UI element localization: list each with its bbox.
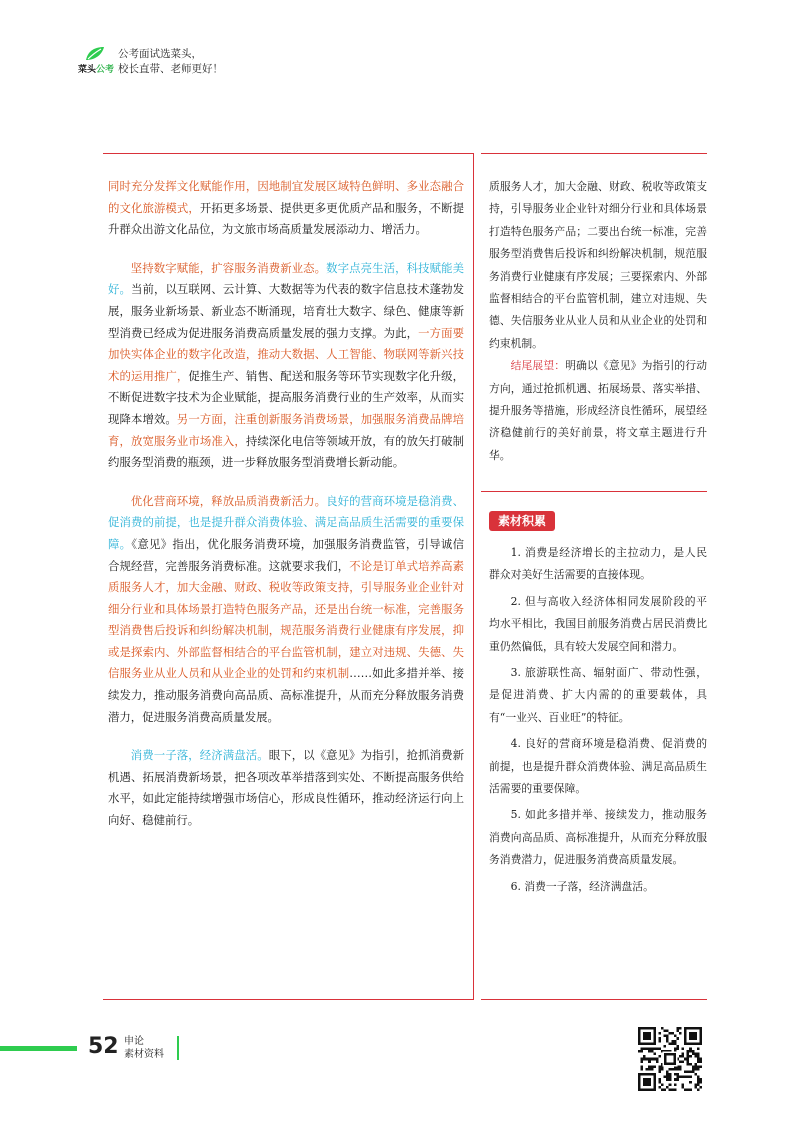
cyan-highlight-text: 良好的营商环境是稳消费、促消费的前提，也是提升群众消费体验、满足高品质生活需要的重要保障。	[108, 493, 464, 551]
bottom-rule-right	[481, 999, 707, 1000]
logo-text-b: 公考	[96, 65, 115, 75]
page-number: 52	[88, 1034, 119, 1059]
column-divider	[473, 153, 474, 1000]
cyan-highlight-text: 消费一子落，经济满盘活。	[130, 748, 269, 763]
logo-text-a: 菜头	[78, 65, 97, 75]
conclusion-label: 结尾展望：	[510, 359, 566, 373]
analysis-paragraph-2	[489, 355, 707, 467]
header-slogan	[118, 47, 223, 77]
qr-code-icon	[638, 1027, 702, 1091]
section-heading: 优化营商环境，释放品质消费新活力。	[130, 493, 327, 508]
top-rule-right	[481, 153, 707, 154]
body-text: ……如此多措并举、接续发力，推动服务消费向高品质、高标准提升，从而充分释放服务消费潜力，促进服务消费高质量发展。	[108, 666, 464, 724]
material-item-3: 3. 旅游联性高、辐射面广、带动性强，是促进消费、扩大内需的的重要载体，具有“一业兴、百业旺”的特征。	[489, 666, 707, 724]
analysis-paragraph-1: 质服务人才，加大金融、财政、税收等政策支持，引导服务业企业针对细分行业和具体场景打造特色服务产品；二要出台统一标准，完善服务型消费售后投诉和纠纷解决机制，规范服务消费行业健康有序发展；三要探索内、外部监督相结合的平台监管机制，建立对违规、失德、失信服务业从业人员和从业企业的处罚和约束机制。	[489, 180, 707, 350]
material-item-2: 2. 但与高收入经济体相同发展阶段的平均水平相比，我国目前服务消费占居民消费比重仍然偏低，具有较大发展空间和潜力。	[489, 594, 707, 653]
body-text: 持续深化电信等领域开放，有的放矢打破制约服务型消费的瓶颈，进一步释放服务型消费增长新动能。	[108, 433, 464, 470]
highlight-text: 一方面要加快实体企业的数字化改造，推动大数据、人工智能、物联网等新兴技术的运用推广，	[108, 325, 464, 383]
conclusion-text: 明确以《意见》为指引的行动方向，通过抢抓机遇、拓展场景、落实举措、提升服务等措施，形成经济良性循环，展望经济稳健前行的美好前景，将文章主题进行升华。	[489, 359, 708, 462]
article-paragraph-1	[108, 176, 464, 241]
article-paragraph-3	[108, 491, 464, 729]
footer-green-bar	[0, 1046, 77, 1051]
materials-badge: 素材积累	[489, 511, 555, 531]
section-label	[124, 1035, 164, 1061]
section-heading: 坚持数字赋能，扩容服务消费新业态。	[130, 260, 327, 275]
highlight-text: 另一方面，注重创新服务消费场景，加强服务消费品牌培育，放宽服务业市场准入，	[108, 411, 464, 448]
article-paragraph-4	[108, 745, 464, 831]
analysis-notes	[489, 176, 707, 467]
mid-rule-right	[481, 491, 707, 492]
cyan-highlight-text: 数字点亮生活，科技赋能美好。	[108, 260, 464, 297]
article-body	[108, 176, 464, 849]
body-text: 眼下，以《意见》为指引，抢抓消费新机遇、拓展消费新场景，把各项改革举措落到实处、不断提高服务供给水平，如此定能持续增强市场信心，形成良性循环，推动经济运行向上向好、稳健前行。	[108, 748, 464, 828]
article-paragraph-2	[108, 258, 464, 474]
body-text: 《意见》指出，优化服务消费环境，加强服务消费监管，引导诚信合规经营，完善服务消费标准。这就要求我们，	[108, 536, 464, 573]
top-rule-left	[103, 153, 473, 154]
material-item-5: 5. 如此多措并举、接续发力，推动服务消费向高品质、高标准提升，从而充分释放服务消费潜力，促进服务消费高质量发展。	[489, 808, 707, 867]
body-text: 当前，以互联网、云计算、大数据等为代表的数字信息技术蓬勃发展，服务业新场景、新业态不断涌现，培育壮大数字、绿色、健康等新型消费已经成为促进服务消费高质量发展的强力支撑。为此，	[108, 282, 464, 340]
logo-wordmark	[78, 62, 114, 75]
section-divider	[177, 1036, 179, 1060]
body-text: 促推生产、销售、配送和服务等环节实现数字化升级，不断促进数字技术为企业赋能，提高服务消费行业的生产效率，从而实现降本增效。	[108, 368, 464, 426]
slogan-line-1: 公考面试选菜头，	[118, 48, 202, 60]
section-label-line-1: 申论	[124, 1036, 144, 1047]
highlight-text: 不论是订单式培养高素质服务人才，加大金融、财政、税收等政策支持，引导服务业企业针对细分行业和具体场景打造特色服务产品，还是出台统一标准，完善服务型消费售后投诉和纠纷解决机制，规范服务消费行业健康有序发展，抑或是探索内、外部监督相结合的平台监管机制，建立对违规、失德、失信服务业从业人员和从业企业的处罚和约束机制	[108, 558, 464, 681]
material-item-4: 4. 良好的营商环境是稳消费、促消费的前提，也是提升群众消费体验、满足高品质生活需要的重要保障。	[489, 737, 707, 796]
material-item-1: 1. 消费是经济增长的主拉动力，是人民群众对美好生活需要的直接体现。	[489, 546, 707, 582]
material-item-6: 6. 消费一子落，经济满盘活。	[510, 879, 654, 893]
slogan-line-2: 校长直带、老师更好！	[118, 63, 223, 75]
materials-list	[489, 542, 707, 902]
leaf-logo-icon	[84, 46, 106, 62]
body-text: 开拓更多场景、提供更多更优质产品和服务，不断提升群众出游文化品位，为文旅市场高质量发展添动力、增活力。	[108, 200, 464, 237]
highlight-text: 同时充分发挥文化赋能作用，因地制宜发展区域特色鲜明、多业态融合的文化旅游模式，	[108, 179, 464, 215]
section-label-line-2: 素材资料	[124, 1049, 164, 1060]
brand-logo	[78, 46, 114, 76]
bottom-rule-left	[103, 999, 473, 1000]
